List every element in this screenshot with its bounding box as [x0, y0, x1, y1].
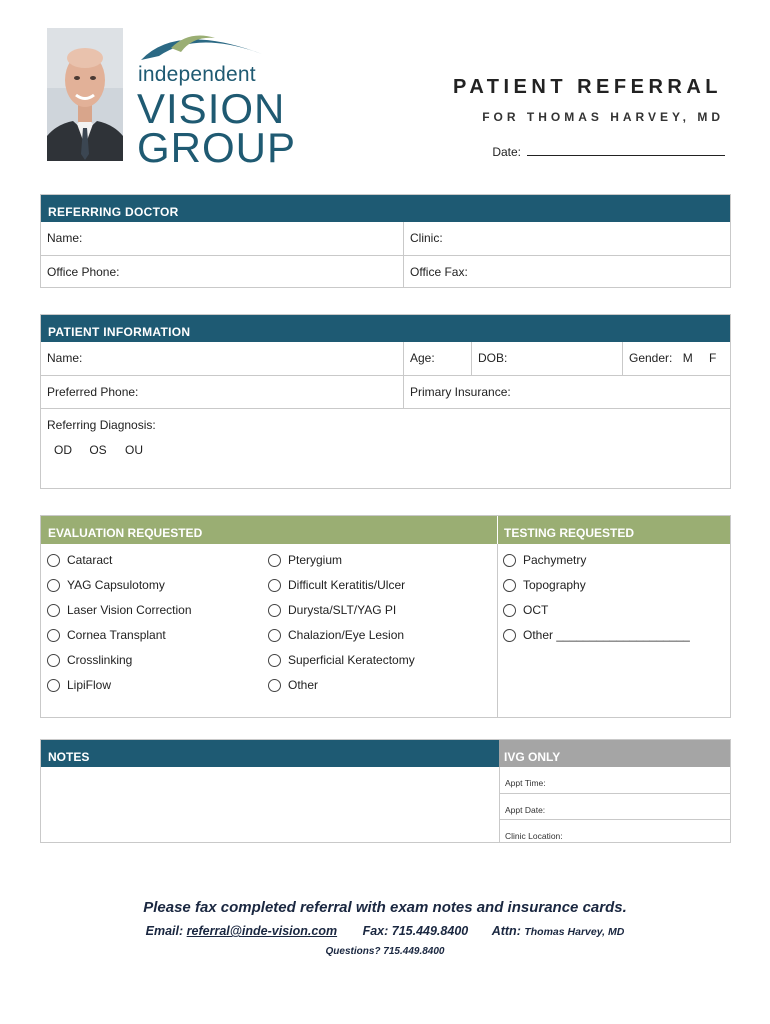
footer-instruction: Please fax completed referral with exam notes and insurance cards. — [143, 899, 627, 916]
option-difficult-keratitis-ulcer[interactable]: Difficult Keratitis/Ulcer — [268, 578, 405, 592]
page-title: PATIENT REFERRAL — [452, 76, 722, 98]
gender-option-f[interactable]: F — [709, 351, 717, 365]
radio-icon[interactable] — [503, 629, 516, 642]
logo-word-group: GROUP — [137, 124, 297, 171]
primary-insurance-label: Primary Insurance: — [410, 385, 511, 399]
email-label: Email: — [145, 924, 184, 938]
office-fax-label: Office Fax: — [410, 265, 468, 279]
office-fax-field[interactable] — [403, 256, 730, 288]
primary-insurance-field[interactable] — [403, 376, 730, 408]
doctor-photo — [47, 28, 123, 161]
preferred-phone-label: Preferred Phone: — [47, 385, 139, 399]
dob-field[interactable] — [471, 342, 622, 375]
company-logo — [137, 26, 297, 171]
appt-date-field[interactable]: Appt Date: — [499, 793, 730, 819]
page-subtitle: FOR THOMAS HARVEY, MD — [482, 110, 724, 124]
age-field[interactable] — [403, 342, 471, 375]
clinic-field[interactable] — [403, 222, 730, 255]
footer-contact — [0, 924, 770, 938]
logo-arc-icon — [137, 26, 267, 66]
gender-label: Gender: — [629, 351, 673, 365]
notes-section — [40, 739, 731, 843]
patient-name-field[interactable] — [41, 342, 403, 375]
radio-icon[interactable] — [47, 554, 60, 567]
clinic-location-field[interactable]: Clinic Location: — [499, 819, 730, 845]
radio-icon[interactable] — [47, 579, 60, 592]
patient-information-heading: PATIENT INFORMATION — [41, 315, 730, 342]
option-durysta-slt-yag-pi[interactable]: Durysta/SLT/YAG PI — [268, 603, 396, 617]
option-superficial-keratectomy[interactable]: Superficial Keratectomy — [268, 653, 415, 667]
referring-doctor-section — [40, 194, 731, 288]
fax-number: Fax: 715.449.8400 — [362, 924, 469, 938]
attn-name: Thomas Harvey, MD — [524, 926, 625, 938]
radio-icon[interactable] — [47, 654, 60, 667]
gender-option-m[interactable]: M — [682, 351, 693, 365]
date-field[interactable] — [492, 145, 725, 159]
evaluation-heading: EVALUATION REQUESTED — [41, 516, 497, 544]
appt-time-field[interactable]: Appt Time: — [505, 778, 546, 788]
gender-field — [622, 342, 730, 375]
option-topography[interactable]: Topography — [503, 578, 586, 592]
radio-icon[interactable] — [268, 554, 281, 567]
option-cataract[interactable]: Cataract — [47, 553, 112, 567]
notes-textarea[interactable] — [41, 767, 499, 842]
option-yag-capsulotomy[interactable]: YAG Capsulotomy — [47, 578, 165, 592]
option-cornea-transplant[interactable]: Cornea Transplant — [47, 628, 166, 642]
patient-name-label: Name: — [47, 351, 83, 365]
eye-option-od[interactable]: OD — [54, 443, 72, 457]
diagnosis-label: Referring Diagnosis: — [47, 418, 156, 432]
ivg-only-heading: IVG ONLY — [499, 740, 730, 767]
evaluation-testing-section — [40, 515, 731, 718]
radio-icon[interactable] — [268, 679, 281, 692]
email-link[interactable]: referral@inde-vision.com — [186, 924, 338, 938]
doctor-name-label: Name: — [47, 231, 83, 245]
radio-icon[interactable] — [47, 604, 60, 617]
option-other-testing[interactable]: Other ____________________ — [503, 628, 690, 642]
eye-option-os[interactable]: OS — [89, 443, 107, 457]
referring-doctor-heading: REFERRING DOCTOR — [41, 195, 730, 222]
doctor-name-field[interactable] — [41, 222, 403, 255]
option-pterygium[interactable]: Pterygium — [268, 553, 342, 567]
radio-icon[interactable] — [268, 579, 281, 592]
option-oct[interactable]: OCT — [503, 603, 548, 617]
radio-icon[interactable] — [268, 604, 281, 617]
option-chalazion-eye-lesion[interactable]: Chalazion/Eye Lesion — [268, 628, 404, 642]
radio-icon[interactable] — [268, 654, 281, 667]
footer-questions: Questions? 715.449.8400 — [325, 946, 445, 957]
preferred-phone-field[interactable] — [41, 376, 403, 408]
radio-icon[interactable] — [503, 604, 516, 617]
dob-label: DOB: — [478, 351, 508, 365]
option-crosslinking[interactable]: Crosslinking — [47, 653, 132, 667]
option-other-evaluation[interactable]: Other — [268, 678, 318, 692]
option-pachymetry[interactable]: Pachymetry — [503, 553, 586, 567]
attn-label: Attn: — [491, 924, 521, 938]
office-phone-label: Office Phone: — [47, 265, 120, 279]
eye-option-ou[interactable]: OU — [125, 443, 144, 457]
radio-icon[interactable] — [268, 629, 281, 642]
diagnosis-field[interactable] — [41, 408, 730, 490]
office-phone-field[interactable] — [41, 256, 403, 288]
radio-icon[interactable] — [47, 629, 60, 642]
date-label: Date: — [492, 145, 521, 159]
clinic-label: Clinic: — [410, 231, 443, 245]
patient-information-section — [40, 314, 731, 489]
date-input-line[interactable] — [527, 145, 725, 156]
notes-heading: NOTES — [41, 740, 499, 767]
age-label: Age: — [410, 351, 435, 365]
testing-heading: TESTING REQUESTED — [497, 516, 730, 544]
radio-icon[interactable] — [503, 554, 516, 567]
radio-icon[interactable] — [47, 679, 60, 692]
option-lipiflow[interactable]: LipiFlow — [47, 678, 111, 692]
option-laser-vision-correction[interactable]: Laser Vision Correction — [47, 603, 192, 617]
radio-icon[interactable] — [503, 579, 516, 592]
logo-word-independent: independent — [138, 63, 256, 86]
logo-word-vision: VISION — [137, 85, 286, 132]
